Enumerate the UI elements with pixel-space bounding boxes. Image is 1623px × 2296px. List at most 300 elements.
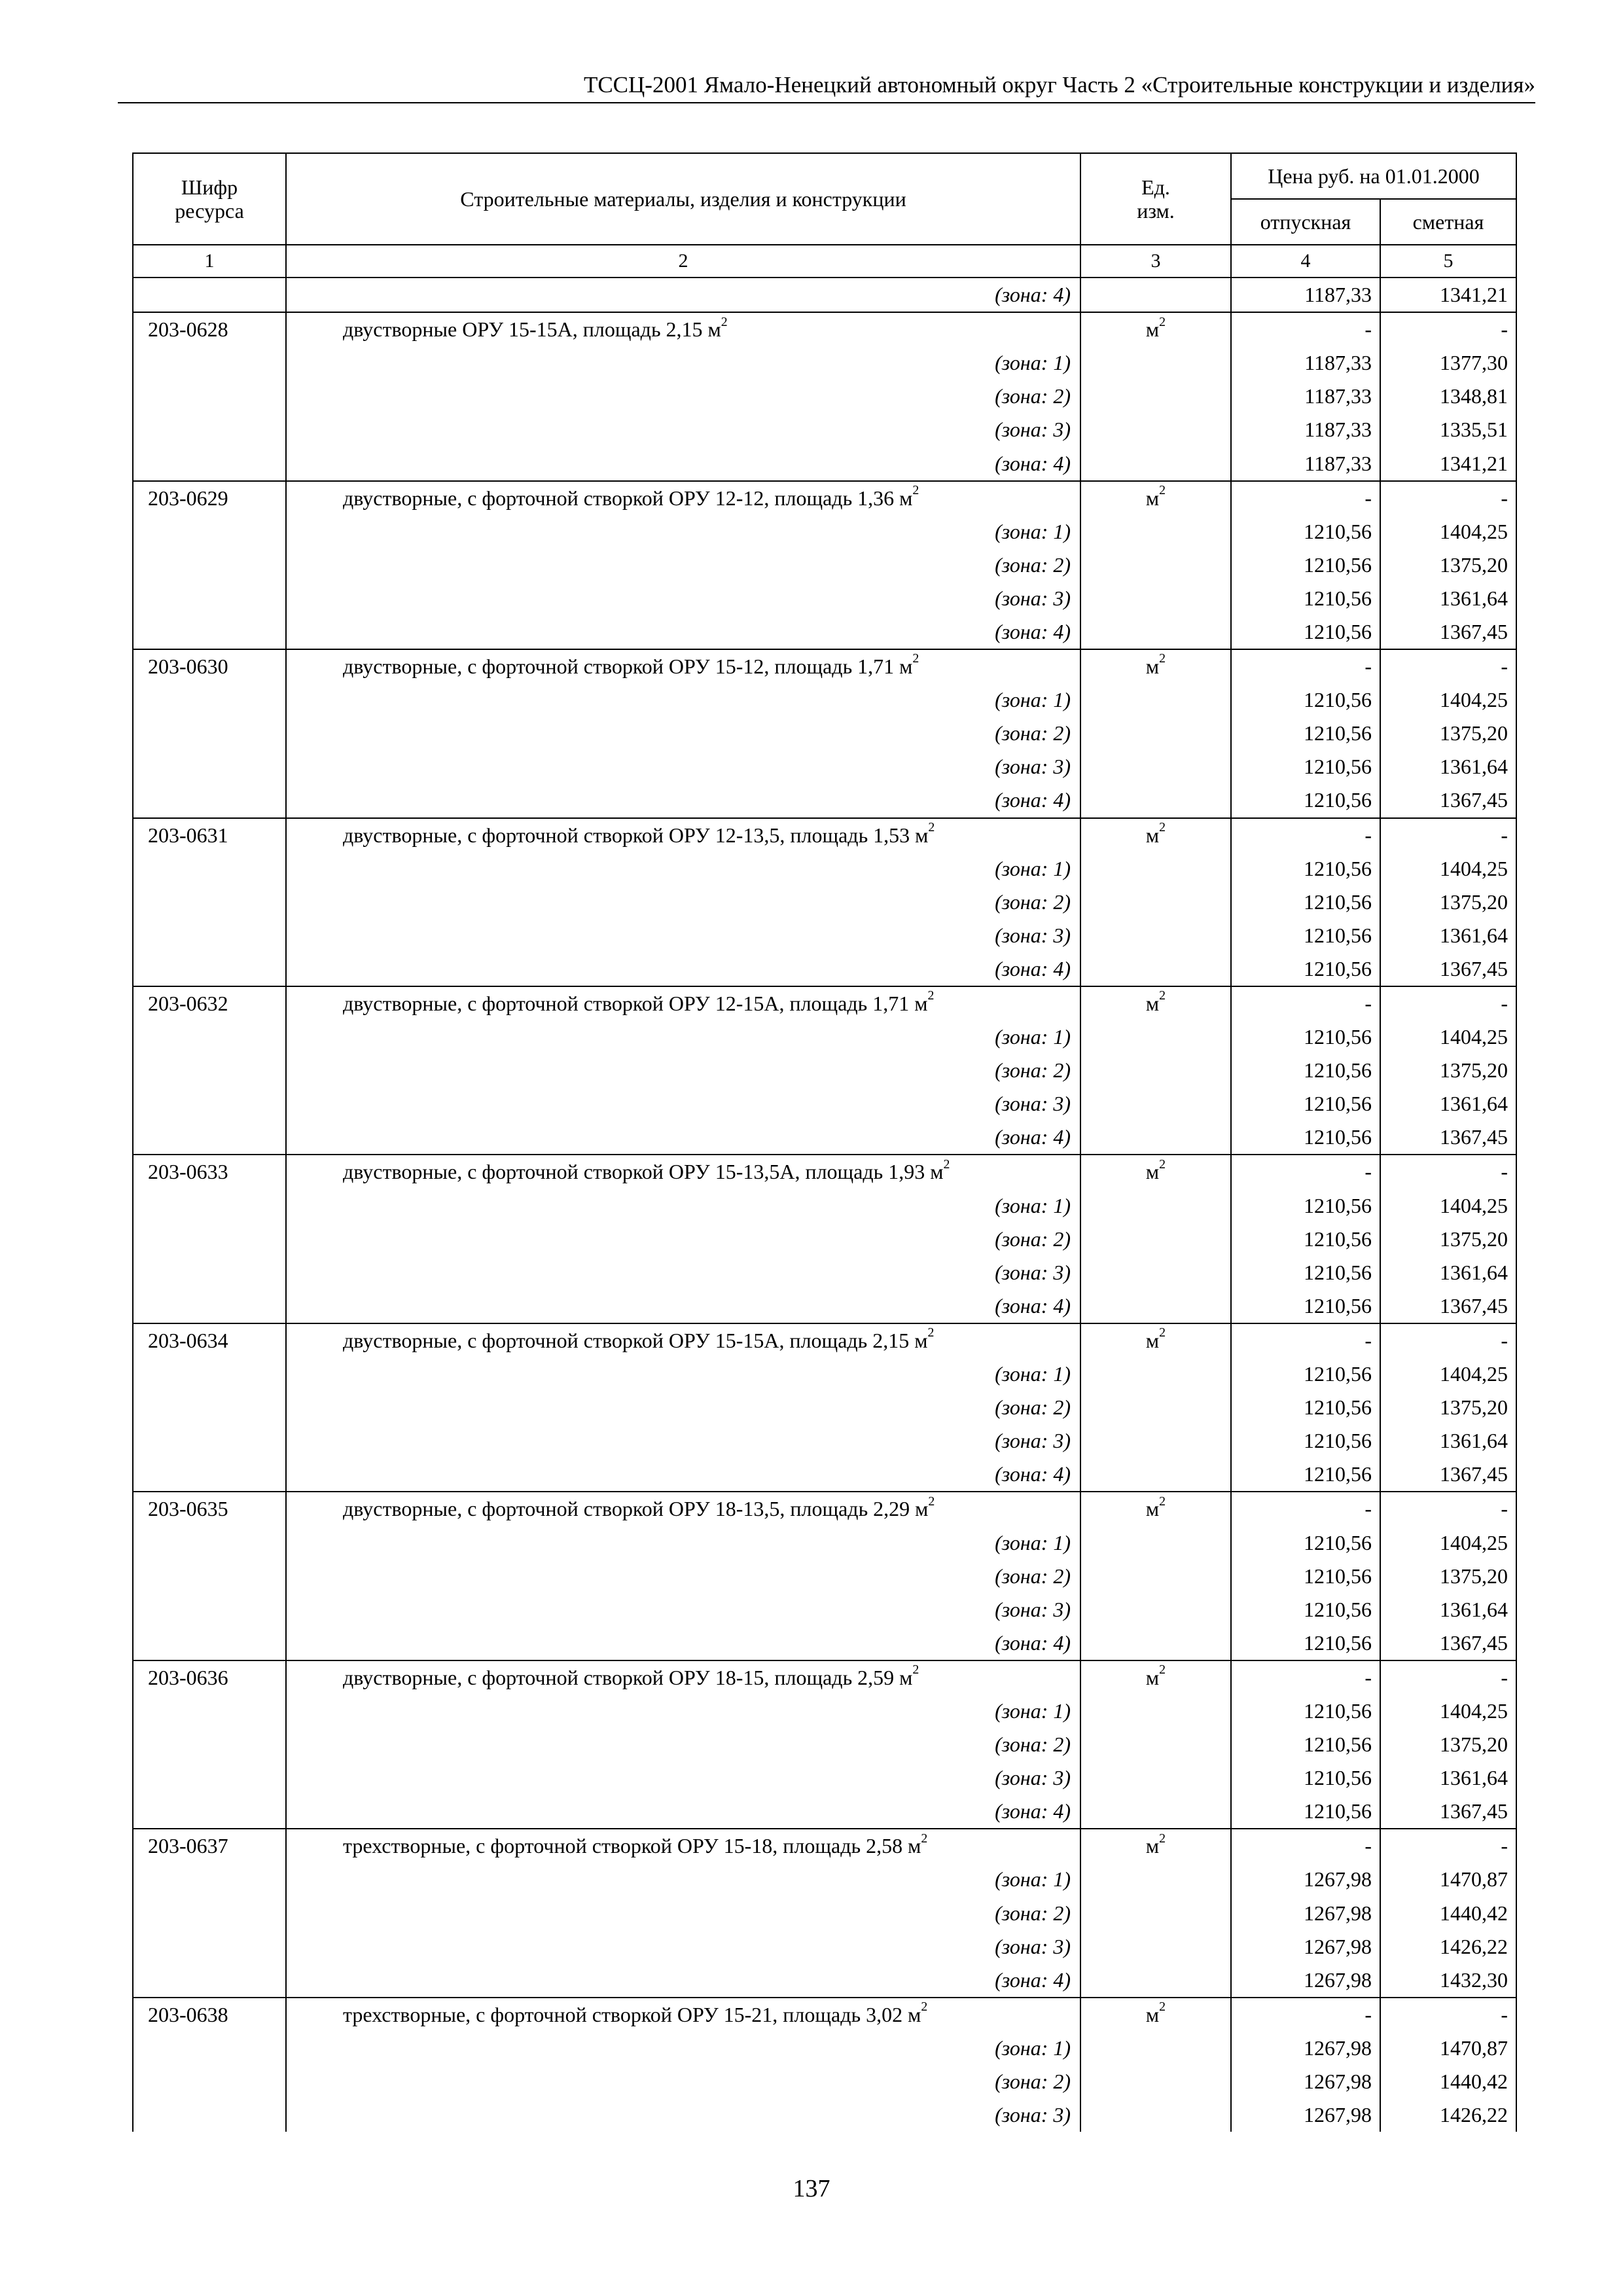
resource-code: 203-0632 [133,986,286,1020]
material-name: двустворные, с форточной створкой ОРУ 12-13,5, площадь 1,53 м [343,823,929,847]
estimate-price: - [1380,1998,1516,2032]
zone-label: (зона: 1) [286,2032,1080,2065]
release-price: 1210,56 [1231,515,1380,548]
unit-cell [1080,952,1231,986]
unit-cell [1080,278,1231,312]
resource-code-cell [133,1863,286,1896]
material-name-cell [286,1155,1080,1189]
release-price: 1210,56 [1231,1020,1380,1054]
material-name: двустворные, с форточной створкой ОРУ 18-15, площадь 2,59 м [343,1665,913,1689]
resource-code-cell [133,380,286,413]
estimate-price: 1375,20 [1380,717,1516,750]
header-code-line1: Шифр [181,175,238,199]
resource-code-cell [133,1357,286,1391]
release-price: 1210,56 [1231,783,1380,817]
material-name-cell [286,1998,1080,2032]
resource-code-cell [133,446,286,480]
estimate-price: 1367,45 [1380,952,1516,986]
estimate-price: 1341,21 [1380,278,1516,312]
resource-code: 203-0629 [133,481,286,515]
release-price: 1210,56 [1231,1189,1380,1223]
estimate-price: 1404,25 [1380,515,1516,548]
unit-cell [1080,1424,1231,1458]
zone-label: (зона: 3) [286,1424,1080,1458]
unit-cell [1080,649,1231,683]
unit-superscript: 2 [1159,1494,1166,1509]
zone-row [133,1054,1516,1087]
release-price: 1267,98 [1231,1897,1380,1930]
material-name-cell [286,481,1080,515]
zone-row [133,1695,1516,1728]
estimate-price: 1361,64 [1380,750,1516,783]
estimate-price: - [1380,986,1516,1020]
unit-cell [1080,1998,1231,2032]
item-row [133,1323,1516,1357]
price-table [132,152,1517,2132]
unit-superscript: 2 [943,1157,950,1172]
estimate-price: 1361,64 [1380,1087,1516,1121]
material-name: двустворные, с форточной створкой ОРУ 15-15А, площадь 2,15 м [343,1328,928,1352]
resource-code-cell [133,1020,286,1054]
unit-cell [1080,1695,1231,1728]
release-price: 1210,56 [1231,1357,1380,1391]
zone-row [133,1897,1516,1930]
release-price: 1267,98 [1231,1964,1380,1998]
zone-row [133,919,1516,952]
resource-code-cell [133,1526,286,1559]
unit-cell [1080,1121,1231,1155]
estimate-price: 1375,20 [1380,1728,1516,1761]
release-price: 1210,56 [1231,1458,1380,1492]
release-price: 1210,56 [1231,1087,1380,1121]
header-unit [1080,153,1231,245]
unit-superscript: 2 [912,483,919,497]
zone-label: (зона: 1) [286,683,1080,717]
zone-label: (зона: 4) [286,615,1080,649]
zone-label: (зона: 1) [286,1020,1080,1054]
unit-cell [1080,1863,1231,1896]
estimate-price: - [1380,1829,1516,1863]
material-name: двустворные, с форточной створкой ОРУ 12-15А, площадь 1,71 м [343,992,928,1016]
column-numbers-row [133,245,1516,278]
zone-label: (зона: 1) [286,1189,1080,1223]
column-number: 2 [286,245,1080,278]
header-unit-line1: Ед. [1141,175,1170,199]
unit-text: м [1145,992,1160,1016]
zone-row [133,1357,1516,1391]
material-name-cell [286,1829,1080,1863]
unit-cell [1080,481,1231,515]
zone-row [133,615,1516,649]
zone-row [133,1761,1516,1795]
resource-code: 203-0630 [133,649,286,683]
zone-label: (зона: 4) [286,1458,1080,1492]
estimate-price: 1440,42 [1380,2065,1516,2098]
unit-cell [1080,1357,1231,1391]
unit-superscript: 2 [912,1662,919,1677]
zone-row [133,1560,1516,1593]
release-price: 1210,56 [1231,1391,1380,1424]
material-name-cell [286,1660,1080,1695]
unit-superscript: 2 [921,1831,928,1846]
resource-code-cell [133,2032,286,2065]
continuation-row [133,278,1516,312]
header-estimate-price: сметная [1380,199,1516,245]
resource-code-cell [133,717,286,750]
material-name-cell [286,986,1080,1020]
unit-cell [1080,1897,1231,1930]
zone-row [133,446,1516,480]
zone-row [133,1020,1516,1054]
item-row [133,1998,1516,2032]
unit-cell [1080,1593,1231,1626]
resource-code-cell [133,783,286,817]
estimate-price: 1404,25 [1380,683,1516,717]
release-price: 1210,56 [1231,1728,1380,1761]
resource-code-cell [133,1728,286,1761]
material-name-cell [286,312,1080,346]
zone-row [133,2032,1516,2065]
unit-superscript: 2 [1159,651,1166,666]
zone-label: (зона: 2) [286,1054,1080,1087]
zone-label: (зона: 3) [286,582,1080,615]
unit-text: м [1145,1497,1160,1521]
estimate-price: 1375,20 [1380,548,1516,582]
unit-cell [1080,1492,1231,1526]
unit-cell [1080,1054,1231,1087]
zone-row [133,1223,1516,1256]
zone-label: (зона: 4) [286,278,1080,312]
zone-label: (зона: 1) [286,1357,1080,1391]
estimate-price: 1404,25 [1380,1526,1516,1559]
zone-label: (зона: 2) [286,548,1080,582]
resource-code-cell [133,886,286,919]
zone-label: (зона: 4) [286,1626,1080,1660]
running-header: ТССЦ-2001 Ямало-Ненецкий автономный округ Часть 2 «Строительные конструкции и изделия» [118,71,1535,103]
estimate-price: - [1380,1660,1516,1695]
unit-superscript: 2 [1159,819,1166,834]
unit-cell [1080,1829,1231,1863]
zone-row [133,717,1516,750]
unit-cell [1080,783,1231,817]
estimate-price: 1367,45 [1380,1626,1516,1660]
estimate-price: 1432,30 [1380,1964,1516,1998]
estimate-price: - [1380,1492,1516,1526]
zone-row [133,1593,1516,1626]
release-price: 1187,33 [1231,413,1380,446]
estimate-price: 1470,87 [1380,1863,1516,1896]
material-name: трехстворные, с форточной створкой ОРУ 15-18, площадь 2,58 м [343,1834,921,1858]
zone-label: (зона: 2) [286,886,1080,919]
estimate-price: - [1380,649,1516,683]
unit-text: м [1145,317,1160,342]
material-name: трехстворные, с форточной створкой ОРУ 15-21, площадь 3,02 м [343,2002,921,2026]
unit-superscript: 2 [1159,1325,1166,1340]
resource-code-cell [133,1560,286,1593]
estimate-price: 1341,21 [1380,446,1516,480]
release-price: - [1231,1323,1380,1357]
release-price: 1210,56 [1231,1526,1380,1559]
release-price: 1210,56 [1231,717,1380,750]
release-price: - [1231,1660,1380,1695]
zone-label: (зона: 3) [286,1593,1080,1626]
release-price: 1187,33 [1231,278,1380,312]
zone-row [133,783,1516,817]
zone-row [133,1728,1516,1761]
resource-code-cell [133,1087,286,1121]
unit-cell [1080,1626,1231,1660]
estimate-price: 1426,22 [1380,1930,1516,1964]
resource-code-cell [133,1695,286,1728]
page-number: 137 [793,2175,830,2202]
zone-row [133,886,1516,919]
release-price: - [1231,481,1380,515]
resource-code-cell [133,1256,286,1289]
unit-cell [1080,852,1231,886]
resource-code-cell [133,1795,286,1829]
material-name-cell [286,818,1080,852]
resource-code: 203-0638 [133,1998,286,2032]
estimate-price: - [1380,1323,1516,1357]
estimate-price: 1404,25 [1380,1695,1516,1728]
estimate-price: 1361,64 [1380,1256,1516,1289]
resource-code-cell [133,1626,286,1660]
zone-label: (зона: 1) [286,1526,1080,1559]
zone-row [133,1121,1516,1155]
unit-cell [1080,346,1231,380]
zone-label: (зона: 2) [286,380,1080,413]
header-release-price: отпускная [1231,199,1380,245]
resource-code-cell [133,2098,286,2132]
zone-row [133,1930,1516,1964]
resource-code: 203-0634 [133,1323,286,1357]
release-price: 1210,56 [1231,886,1380,919]
unit-cell [1080,1256,1231,1289]
estimate-price: 1361,64 [1380,1424,1516,1458]
resource-code-cell [133,1121,286,1155]
zone-row [133,1289,1516,1323]
unit-superscript: 2 [921,2000,928,2015]
unit-text: м [1145,823,1160,847]
unit-superscript: 2 [927,988,935,1003]
column-number: 3 [1080,245,1231,278]
release-price: 1187,33 [1231,346,1380,380]
release-price: 1210,56 [1231,1424,1380,1458]
unit-text: м [1145,655,1160,679]
unit-cell [1080,312,1231,346]
estimate-price: 1367,45 [1380,1458,1516,1492]
zone-row [133,2098,1516,2132]
unit-cell [1080,515,1231,548]
estimate-price: 1404,25 [1380,1020,1516,1054]
zone-row [133,683,1516,717]
resource-code-cell [133,1897,286,1930]
estimate-price: 1348,81 [1380,380,1516,413]
zone-row [133,1189,1516,1223]
table-body [133,278,1516,2132]
header-price-group: Цена руб. на 01.01.2000 [1231,153,1516,199]
estimate-price: - [1380,312,1516,346]
unit-text: м [1145,2002,1160,2026]
release-price: 1210,56 [1231,1795,1380,1829]
estimate-price: 1367,45 [1380,615,1516,649]
unit-superscript: 2 [1159,1831,1166,1846]
resource-code-cell [133,1930,286,1964]
unit-text: м [1145,1328,1160,1352]
zone-label: (зона: 3) [286,1930,1080,1964]
estimate-price: - [1380,481,1516,515]
release-price: 1210,56 [1231,1593,1380,1626]
item-row [133,481,1516,515]
zone-row [133,1087,1516,1121]
material-name: двустворные, с форточной створкой ОРУ 18-13,5, площадь 2,29 м [343,1497,929,1521]
estimate-price: 1375,20 [1380,1391,1516,1424]
zone-row [133,1424,1516,1458]
resource-code-cell [133,548,286,582]
unit-superscript: 2 [927,1325,935,1340]
zone-label: (зона: 2) [286,1897,1080,1930]
zone-row [133,1964,1516,1998]
estimate-price: 1361,64 [1380,1593,1516,1626]
unit-superscript: 2 [1159,314,1166,329]
resource-code-cell [133,413,286,446]
zone-label: (зона: 4) [286,952,1080,986]
estimate-price: 1361,64 [1380,582,1516,615]
release-price: 1210,56 [1231,582,1380,615]
estimate-price: 1361,64 [1380,919,1516,952]
unit-cell [1080,1020,1231,1054]
zone-label: (зона: 1) [286,1695,1080,1728]
unit-cell [1080,886,1231,919]
resource-code-cell [133,582,286,615]
unit-cell [1080,1189,1231,1223]
item-row [133,312,1516,346]
unit-superscript: 2 [928,1494,935,1509]
header-material-name: Строительные материалы, изделия и конструкции [286,153,1080,245]
resource-code-cell [133,1391,286,1424]
resource-code-cell [133,1289,286,1323]
release-price: 1267,98 [1231,2098,1380,2132]
item-row [133,649,1516,683]
unit-superscript: 2 [721,314,728,329]
release-price: 1210,56 [1231,683,1380,717]
release-price: 1267,98 [1231,2065,1380,2098]
zone-row [133,413,1516,446]
unit-cell [1080,1930,1231,1964]
resource-code-cell [133,750,286,783]
unit-cell [1080,582,1231,615]
unit-superscript: 2 [912,651,919,666]
zone-label: (зона: 4) [286,1795,1080,1829]
resource-code: 203-0636 [133,1660,286,1695]
estimate-price: 1375,20 [1380,1223,1516,1256]
material-name: двустворные ОРУ 15-15А, площадь 2,15 м [343,317,721,342]
unit-cell [1080,1323,1231,1357]
release-price: - [1231,1829,1380,1863]
zone-label: (зона: 4) [286,1121,1080,1155]
item-row [133,1829,1516,1863]
zone-row [133,852,1516,886]
unit-cell [1080,1458,1231,1492]
release-price: 1210,56 [1231,615,1380,649]
column-number: 5 [1380,245,1516,278]
unit-superscript: 2 [1159,1662,1166,1677]
resource-code: 203-0631 [133,818,286,852]
unit-text: м [1145,1834,1160,1858]
estimate-price: 1377,30 [1380,346,1516,380]
zone-label: (зона: 4) [286,783,1080,817]
zone-label: (зона: 4) [286,1964,1080,1998]
zone-row [133,548,1516,582]
estimate-price: 1404,25 [1380,1189,1516,1223]
release-price: - [1231,312,1380,346]
zone-row [133,750,1516,783]
release-price: - [1231,986,1380,1020]
release-price: 1210,56 [1231,1761,1380,1795]
unit-cell [1080,2065,1231,2098]
resource-code-cell [133,683,286,717]
unit-cell [1080,446,1231,480]
resource-code-cell [133,919,286,952]
zone-label: (зона: 1) [286,1863,1080,1896]
unit-cell [1080,1289,1231,1323]
estimate-price: 1440,42 [1380,1897,1516,1930]
zone-label: (зона: 4) [286,1289,1080,1323]
unit-superscript: 2 [1159,988,1166,1003]
unit-text: м [1145,1665,1160,1689]
release-price: 1210,56 [1231,1560,1380,1593]
estimate-price: - [1380,818,1516,852]
unit-cell [1080,1223,1231,1256]
zone-label: (зона: 3) [286,1256,1080,1289]
estimate-price: 1375,20 [1380,1054,1516,1087]
estimate-price: 1470,87 [1380,2032,1516,2065]
release-price: 1210,56 [1231,1256,1380,1289]
release-price: - [1231,649,1380,683]
column-number: 4 [1231,245,1380,278]
zone-label: (зона: 4) [286,446,1080,480]
resource-code: 203-0635 [133,1492,286,1526]
unit-cell [1080,548,1231,582]
unit-cell [1080,1526,1231,1559]
header-unit-line2: изм. [1137,199,1175,223]
material-name: двустворные, с форточной створкой ОРУ 15-13,5А, площадь 1,93 м [343,1160,944,1184]
unit-cell [1080,615,1231,649]
resource-code-cell [133,1424,286,1458]
release-price: 1210,56 [1231,548,1380,582]
unit-text: м [1145,486,1160,510]
zone-label: (зона: 3) [286,2098,1080,2132]
unit-superscript: 2 [1159,483,1166,497]
column-number: 1 [133,245,286,278]
resource-code: 203-0628 [133,312,286,346]
item-row [133,986,1516,1020]
unit-superscript: 2 [1159,2000,1166,2015]
release-price: - [1231,1492,1380,1526]
resource-code-cell [133,515,286,548]
unit-cell [1080,1155,1231,1189]
zone-label: (зона: 3) [286,413,1080,446]
zone-label: (зона: 2) [286,717,1080,750]
material-name-cell [286,1323,1080,1357]
zone-label: (зона: 2) [286,1391,1080,1424]
zone-label: (зона: 3) [286,919,1080,952]
release-price: 1210,56 [1231,852,1380,886]
zone-row [133,1863,1516,1896]
material-name-cell [286,649,1080,683]
release-price: 1187,33 [1231,446,1380,480]
unit-cell [1080,683,1231,717]
